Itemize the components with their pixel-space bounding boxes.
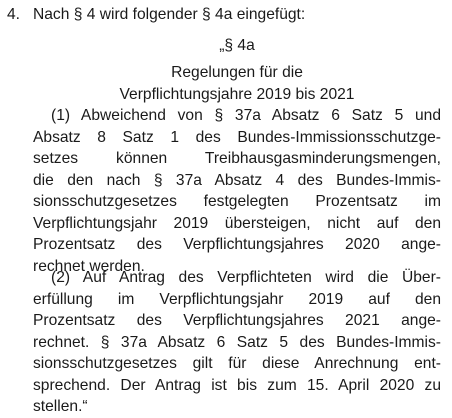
paragraph-2 [33, 267, 441, 418]
paragraph-line: setzes können Treibhausgasminderungsmengen, [33, 150, 441, 167]
paragraph-line: Verpflichtungsjahr 2019 übersteigen, nicht auf den [33, 214, 441, 232]
paragraph-line: rechnet werden. [33, 257, 145, 275]
paragraph-line: die den nach § 37a Absatz 4 des Bundes-Immis- [33, 171, 441, 189]
paragraph-line: sprechend. Der Antrag ist bis zum 15. April 2020 zu [33, 376, 441, 394]
item-instruction: Nach § 4 wird folgender § 4a eingefügt: [33, 6, 306, 23]
paragraph-1 [33, 105, 441, 277]
paragraph-line: sionsschutzgesetzes gilt für diese Anrechnung ent- [33, 355, 441, 372]
paragraph-line: erfüllung im Verpflichtungsjahr 2019 auf den [33, 290, 441, 308]
paragraph-line: (1) Abweichend von § 37a Absatz 6 Satz 5 und [51, 107, 441, 124]
paragraph-line: sionsschutzgesetzes festgelegten Prozentsatz im [33, 193, 441, 210]
item-number: 4. [7, 6, 21, 23]
paragraph-line: Prozentsatz des Verpflichtungsjahres 2020 ange- [33, 236, 441, 253]
section-title-line-1: Regelungen für die [171, 64, 303, 81]
section-number: „§ 4a [219, 37, 255, 54]
section-title-line-2: Verpflichtungsjahre 2019 bis 2021 [119, 85, 355, 103]
paragraph-line: Prozentsatz des Verpflichtungsjahres 2021 ange- [33, 312, 441, 329]
paragraph-line: Absatz 8 Satz 1 des Bundes-Immissionsschutzge- [33, 128, 441, 146]
paragraph-line: rechnet. § 37a Absatz 6 Satz 5 des Bundes-Immis- [33, 333, 441, 351]
paragraph-line: stellen.“ [33, 398, 88, 415]
paragraph-line: (2) Auf Antrag des Verpflichteten wird die Über- [51, 269, 441, 286]
